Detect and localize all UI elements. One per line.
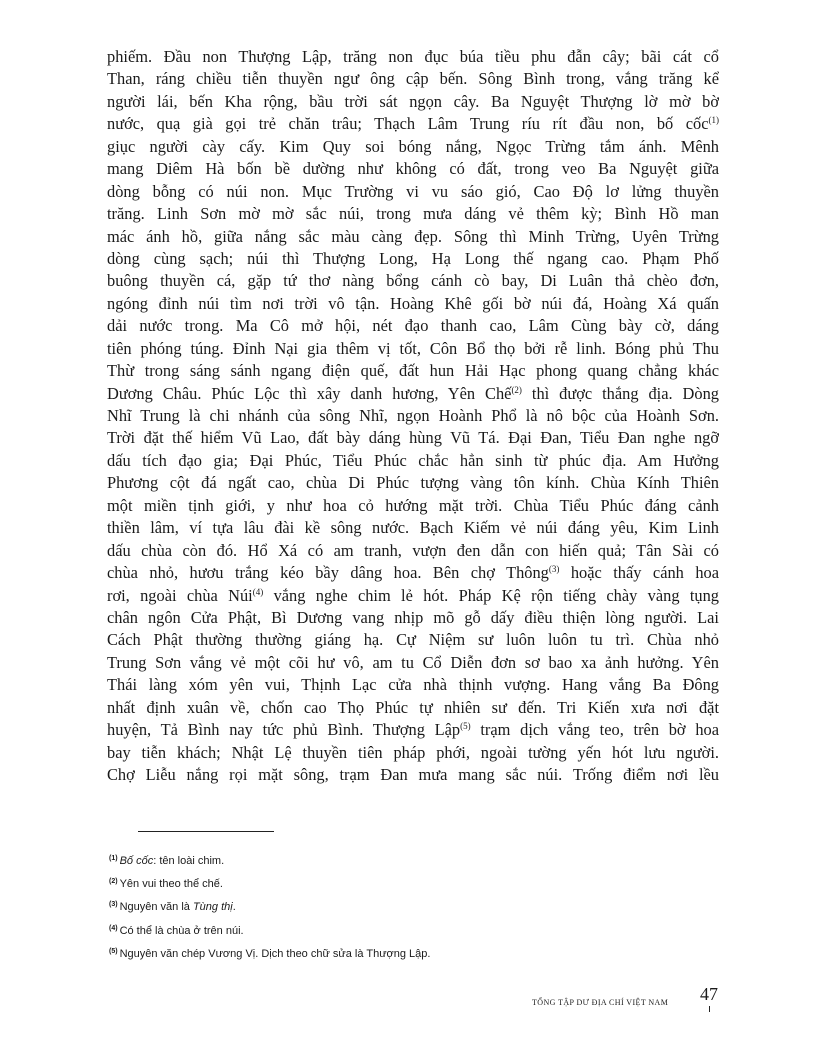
text-line: Chợ Liễu nắng rọi mặt sông, trạm Đan mưa mang sắc núi. Trống điểm nơi lều — [107, 765, 719, 784]
text-segment: huyện, Tả Bình nay tức phủ Bình. Thượng Lập — [107, 720, 461, 740]
text-line — [107, 719, 719, 741]
running-footer-title: TỔNG TẬP DƯ ĐỊA CHÍ VIỆT NAM — [532, 998, 669, 1007]
footnote-text: Nguyên văn chép Vương Vị. Dịch theo chữ sửa là Thượng Lập. — [119, 947, 431, 960]
footnote-4 — [109, 922, 709, 945]
text-segment: thì được thắng địa. Dòng — [531, 383, 719, 403]
text-segment: hoặc thấy cánh hoa — [570, 563, 719, 583]
text-segment: Dương Châu. Phúc Lộc thì xây danh hương, Yên Chế — [107, 383, 512, 403]
text-segment: vắng nghe chim lẻ hót. Pháp Kệ rộn tiếng chày vàng tụng — [273, 585, 719, 605]
footnote-mark: (3) — [109, 901, 118, 909]
text-line — [107, 562, 719, 584]
text-line: dải nước trong. Ma Cô mở hội, nét đạo thanh cao, Lâm Cùng bày cờ, dáng — [107, 316, 719, 336]
footnote-text: Nguyên văn là — [119, 901, 193, 914]
body-text — [107, 46, 719, 786]
text-segment: rơi, ngoài chùa Núi — [107, 585, 253, 605]
text-line: mang Diêm Hà bốn bề dường như không có đất, trong veo Ba Nguyệt giữa — [107, 159, 719, 179]
footnote-divider — [138, 831, 274, 832]
footnote-3 — [109, 898, 709, 921]
text-line: mác ánh hồ, giữa nắng sắc màu càng đẹp. Sông thì Minh Trừng, Uyên Trừng — [107, 226, 719, 246]
footnote-text: : tên loài chim. — [153, 855, 225, 867]
footnote-ref-1[interactable]: (1) — [708, 115, 719, 126]
footnote-ref-5[interactable]: (5) — [460, 721, 471, 732]
footnote-mark: (1) — [109, 855, 118, 862]
text-segment: trạm dịch vắng teo, trên bờ hoa — [480, 720, 719, 740]
text-line: dòng bỗng có núi non. Mục Trường vi vu sáo gió, Cao Độ lơ lửng thuyền — [107, 181, 719, 201]
text-line: Trời đặt thế hiểm Vũ Lao, đất bày dáng hùng Vũ Tá. Đại Đan, Tiểu Đan nghe ngỡ — [107, 428, 719, 448]
text-line: giục người cày cấy. Kim Quy soi bóng nắng, Ngọc Trừng tắm ánh. Mênh — [107, 136, 719, 156]
text-line: buông thuyền cá, gặp tứ thơ nàng bổng cánh cò bay, Di Luân thả chèo đơn, — [107, 271, 719, 291]
text-line — [107, 585, 719, 607]
footnote-5 — [109, 945, 709, 968]
footnote-ref-3[interactable]: (3) — [548, 564, 560, 575]
text-line — [107, 113, 719, 135]
footnote-1 — [109, 852, 709, 875]
text-line: phiếm. Đầu non Thượng Lập, trăng non đục búa tiều phu đẫn cây; bãi cát cổ — [107, 47, 719, 66]
footer-tick-mark — [709, 1006, 710, 1012]
text-line: tiên phóng túng. Đỉnh Nại gia thêm vị tốt, Côn Bổ thọ bởi rễ linh. Bóng phủ Thu — [107, 338, 719, 358]
footnote-ref-4[interactable]: (4) — [252, 586, 264, 597]
text-line: Cách Phật thường thường giáng hạ. Cự Niệm sư luôn luôn tu trì. Chùa nhỏ — [107, 630, 719, 650]
text-segment: chùa nhỏ, hươu trắng kéo bầy dâng hoa. Bên chợ Thông — [107, 563, 549, 583]
text-line: ngóng đỉnh núi tìm nơi trời vô tận. Hoàng Khê gối bờ núi đá, Hoàng Xá quấn — [107, 293, 719, 313]
text-line: Trung Sơn vắng vẻ một cõi hư vô, am tu Cổ Diễn đơn sơ bao xa ảnh hưởng. Yên — [107, 652, 719, 672]
text-line: bay tiễn khách; Nhật Lệ thuyền tiên pháp phới, ngoài tường yến hót lưu người. — [107, 742, 719, 762]
footnote-text: Yên vui theo thể chế. — [119, 878, 223, 891]
footnote-term: Bố cốc — [119, 855, 154, 867]
text-line: Thái làng xóm yên vui, Thịnh Lạc cửa nhà thịnh vượng. Hang vắng Ba Đông — [107, 675, 719, 695]
text-line: thiền lâm, ví tựa lâu đài kề sông nước. Bạch Kiếm vẻ núi đáng yêu, Kim Linh — [107, 518, 719, 538]
text-line: một miền tịnh giới, y như hoa cỏ hướng mặt trời. Chùa Tiểu Phúc đáng cảnh — [107, 495, 719, 515]
page-footer — [532, 984, 732, 1024]
text-line: trăng. Linh Sơn mờ mờ sắc núi, trong mưa dáng vẻ thêm kỳ; Bình Hồ man — [107, 204, 719, 224]
text-line: Nhĩ Trung là chi nhánh của sông Nhĩ, ngọn Hoành Phổ là nô bộc của Hoành Sơn. — [107, 406, 719, 425]
page-number: 47 — [700, 984, 718, 1004]
text-line: chân ngôn Cửa Phật, Bì Dương vang nhịp mõ gỗ dấy điều thiện lòng người. Lai — [107, 607, 719, 627]
footnote-term: Tùng thị — [192, 901, 233, 914]
footnotes — [109, 852, 709, 968]
text-line: Thừ trong sáng sánh ngang điện quế, đất hun Hải Hạc phong quang chẳng khác — [107, 361, 719, 381]
text-line: người lái, bến Kha rộng, bầu trời sát ngọn cây. Ba Nguyệt Thượng lờ mờ bờ — [107, 91, 719, 111]
footnote-mark: (2) — [109, 878, 118, 886]
footnote-ref-2[interactable]: (2) — [511, 384, 522, 395]
text-line: dấu tích đạo gia; Đại Phúc, Tiểu Phúc chắc hẳn sinh từ phúc địa. Am Hưởng — [107, 450, 719, 470]
text-line: dấu chùa còn đó. Hổ Xá có am tranh, vượn đen dẫn con hiến quả; Tân Sài có — [107, 540, 719, 560]
text-line: dòng cùng sạch; núi thì Thượng Long, Hạ Long thế ngang cao. Phạm Phố — [107, 248, 719, 268]
text-segment: nước, quạ già gọi trẻ chăn trâu; Thạch Lâm Trung ríu rít đầu non, bố cốc — [107, 114, 709, 134]
footnote-text: . — [232, 901, 236, 914]
text-line — [107, 383, 719, 405]
footnote-2 — [109, 875, 709, 898]
text-line: Than, ráng chiều tiễn thuyền ngư ông cập bến. Sông Bình trong, vắng trăng kể — [107, 69, 719, 89]
text-line: nhất định xuân về, chốn cao Thọ Phúc tự nhiên sư đến. Tri Kiến xưa nơi đặt — [107, 697, 719, 717]
footnote-mark: (5) — [109, 947, 118, 955]
text-line: Phương cột đá ngất cao, chùa Di Phúc tượng vàng tôn kính. Chùa Kính Thiên — [107, 473, 719, 493]
footnote-text: Có thể là chùa ở trên núi. — [119, 924, 244, 937]
footnote-mark: (4) — [109, 924, 118, 932]
